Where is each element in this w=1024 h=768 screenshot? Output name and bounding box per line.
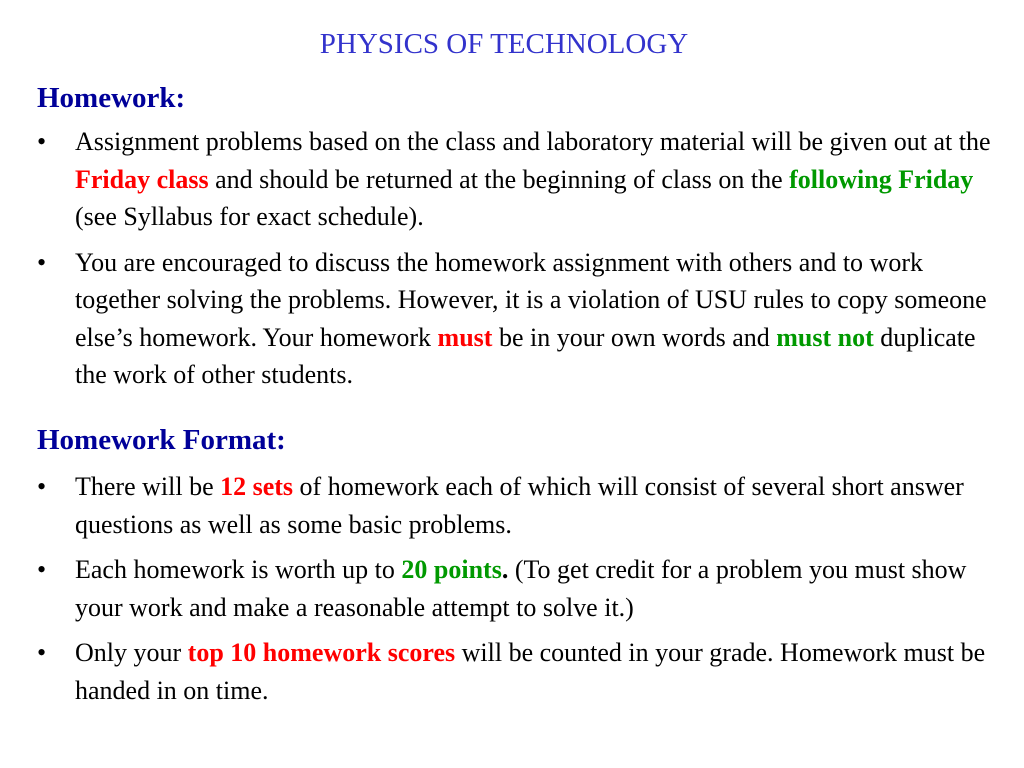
highlight-following-friday: following Friday (789, 164, 974, 194)
highlight-top-10-scores: top 10 homework scores (187, 638, 456, 667)
item-text: be in your own words and (492, 322, 777, 352)
item-text: of homework each of which will consist of several short answer questions as well as some basic problems. (75, 472, 964, 539)
item-text: (see Syllabus for exact schedule). (75, 202, 424, 231)
bullet-icon: • (37, 638, 47, 667)
bullet-icon: • (37, 247, 47, 277)
highlight-20-points: 20 points (401, 555, 502, 584)
item-text: (To get credit for a problem you must show your work and make a reasonable attempt to solve it.) (75, 555, 967, 622)
homework-heading: Homework: (37, 82, 186, 114)
highlight-period: . (501, 555, 509, 584)
homework-list (37, 123, 1002, 402)
highlight-must: must (437, 322, 493, 352)
list-item (37, 123, 1002, 236)
bullet-icon: • (37, 127, 47, 156)
highlight-12-sets: 12 sets (220, 472, 294, 501)
item-text: You are encouraged to discuss the homework assignment with others and to work together solving the problems. However, it is a violation of USU rules to copy someone else’s homework. Your homework (75, 247, 987, 352)
item-text: will be counted in your grade. Homework must be handed in on time. (75, 638, 986, 705)
list-item (37, 244, 1002, 394)
homework-format-list (37, 468, 1002, 717)
homework-format-heading: Homework Format: (37, 424, 286, 456)
item-text: and should be returned at the beginning of class on the (208, 164, 790, 194)
bullet-icon: • (37, 472, 47, 501)
bullet-icon: • (37, 555, 47, 584)
item-text: Each homework is worth up to (75, 555, 402, 584)
highlight-must-not: must not (776, 322, 874, 352)
list-item (37, 468, 1002, 543)
item-text: Only your (75, 638, 188, 667)
item-text: duplicate the work of other students. (75, 322, 976, 389)
list-item (37, 634, 1002, 709)
slide-title: PHYSICS OF TECHNOLOGY (319, 28, 689, 60)
item-text: Assignment problems based on the class and laboratory material will be given out at the (75, 127, 991, 156)
highlight-friday-class: Friday class (75, 164, 209, 194)
list-item (37, 551, 1002, 626)
item-text: There will be (75, 472, 221, 501)
